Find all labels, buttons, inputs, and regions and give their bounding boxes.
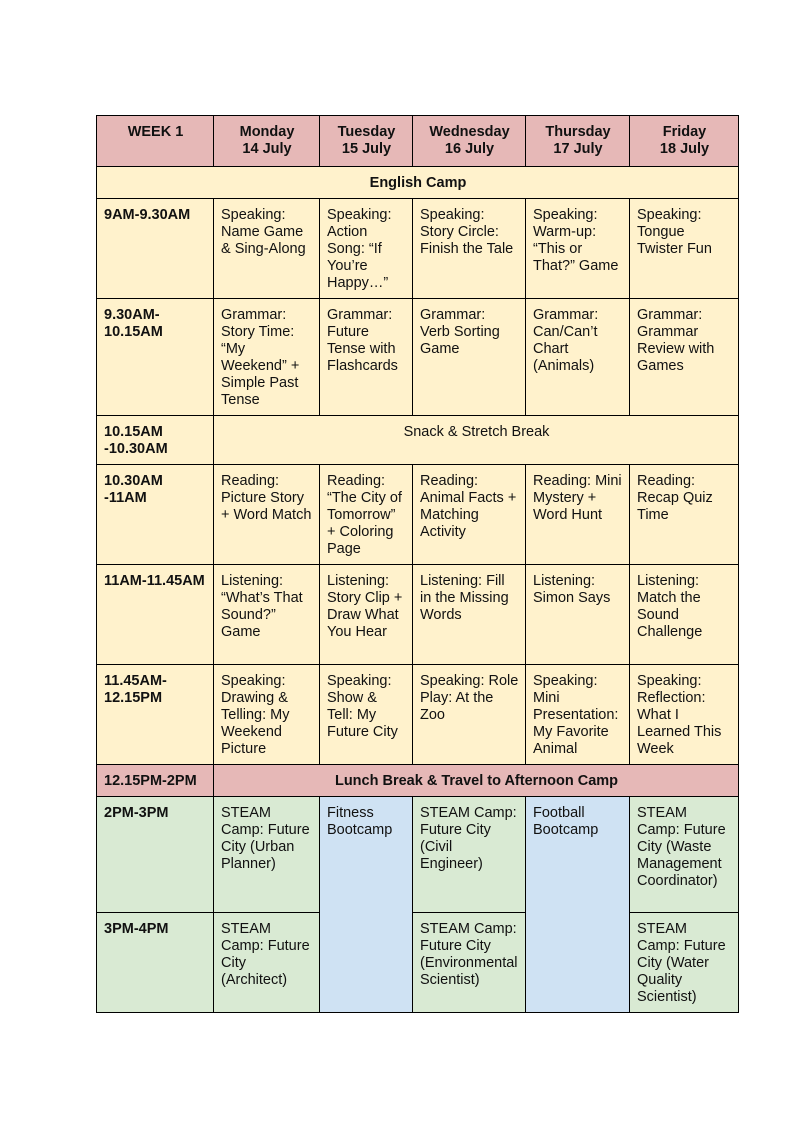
activity-cell: Speaking: Name Game & Sing-Along xyxy=(214,199,320,299)
day-header-wednesday: Wednesday 16 July xyxy=(413,116,526,167)
activity-cell: STEAM Camp: Future City (Civil Engineer) xyxy=(413,797,526,913)
time-cell: 11.45AM-12.15PM xyxy=(97,665,214,765)
activity-cell: Grammar: Verb Sorting Game xyxy=(413,299,526,416)
activity-cell: Speaking: Mini Presentation: My Favorite Animal xyxy=(526,665,630,765)
day-header-thursday: Thursday 17 July xyxy=(526,116,630,167)
activity-cell: Reading: “The City of Tomorrow” + Coloring Page xyxy=(320,465,413,565)
table-row xyxy=(97,199,739,299)
activity-cell: Grammar: Can/Can’t Chart (Animals) xyxy=(526,299,630,416)
activity-cell: STEAM Camp: Future City (Water Quality Scientist) xyxy=(630,913,739,1013)
table-row xyxy=(97,797,739,913)
activity-cell: Listening: Match the Sound Challenge xyxy=(630,565,739,665)
time-cell: 9.30AM-10.15AM xyxy=(97,299,214,416)
activity-cell: Grammar: Story Time: “My Weekend” + Simple Past Tense xyxy=(214,299,320,416)
table-row xyxy=(97,416,739,465)
activity-cell: Speaking: Role Play: At the Zoo xyxy=(413,665,526,765)
weekly-schedule-table xyxy=(96,115,739,1013)
lunch-row xyxy=(97,765,739,797)
table-row xyxy=(97,665,739,765)
activity-cell: Speaking: Story Circle: Finish the Tale xyxy=(413,199,526,299)
snack-break-cell: Snack & Stretch Break xyxy=(214,416,739,465)
activity-cell: Reading: Mini Mystery + Word Hunt xyxy=(526,465,630,565)
activity-cell: Listening: Simon Says xyxy=(526,565,630,665)
lunch-break-cell: Lunch Break & Travel to Afternoon Camp xyxy=(214,765,739,797)
time-cell: 9AM-9.30AM xyxy=(97,199,214,299)
table-row xyxy=(97,299,739,416)
activity-cell: Speaking: Tongue Twister Fun xyxy=(630,199,739,299)
activity-cell: STEAM Camp: Future City (Urban Planner) xyxy=(214,797,320,913)
time-cell: 10.30AM -11AM xyxy=(97,465,214,565)
table-row xyxy=(97,565,739,665)
time-cell: 11AM-11.45AM xyxy=(97,565,214,665)
activity-cell: Speaking: Show & Tell: My Future City xyxy=(320,665,413,765)
football-bootcamp-cell: Football Bootcamp xyxy=(526,797,630,1013)
day-header-tuesday: Tuesday 15 July xyxy=(320,116,413,167)
activity-cell: STEAM Camp: Future City (Architect) xyxy=(214,913,320,1013)
english-camp-title: English Camp xyxy=(97,167,739,199)
activity-cell: Reading: Recap Quiz Time xyxy=(630,465,739,565)
time-cell: 2PM-3PM xyxy=(97,797,214,913)
section-row xyxy=(97,167,739,199)
activity-cell: Speaking: Action Song: “If You’re Happy…” xyxy=(320,199,413,299)
time-cell: 3PM-4PM xyxy=(97,913,214,1013)
day-header-monday: Monday 14 July xyxy=(214,116,320,167)
table-row xyxy=(97,913,739,1013)
activity-cell: Reading: Picture Story + Word Match xyxy=(214,465,320,565)
activity-cell: Reading: Animal Facts + Matching Activity xyxy=(413,465,526,565)
time-cell: 12.15PM-2PM xyxy=(97,765,214,797)
activity-cell: Speaking: Drawing & Telling: My Weekend Picture xyxy=(214,665,320,765)
activity-cell: Listening: “What’s That Sound?” Game xyxy=(214,565,320,665)
table-row xyxy=(97,465,739,565)
fitness-bootcamp-cell: Fitness Bootcamp xyxy=(320,797,413,1013)
activity-cell: Grammar: Future Tense with Flashcards xyxy=(320,299,413,416)
activity-cell: Listening: Fill in the Missing Words xyxy=(413,565,526,665)
activity-cell: STEAM Camp: Future City (Environmental Scientist) xyxy=(413,913,526,1013)
activity-cell: Grammar: Grammar Review with Games xyxy=(630,299,739,416)
activity-cell: Speaking: Warm-up: “This or That?” Game xyxy=(526,199,630,299)
activity-cell: Speaking: Reflection: What I Learned This Week xyxy=(630,665,739,765)
activity-cell: STEAM Camp: Future City (Waste Management Coordinator) xyxy=(630,797,739,913)
week-label: WEEK 1 xyxy=(97,116,214,167)
day-header-friday: Friday 18 July xyxy=(630,116,739,167)
header-row xyxy=(97,116,739,167)
time-cell: 10.15AM -10.30AM xyxy=(97,416,214,465)
activity-cell: Listening: Story Clip + Draw What You Hear xyxy=(320,565,413,665)
